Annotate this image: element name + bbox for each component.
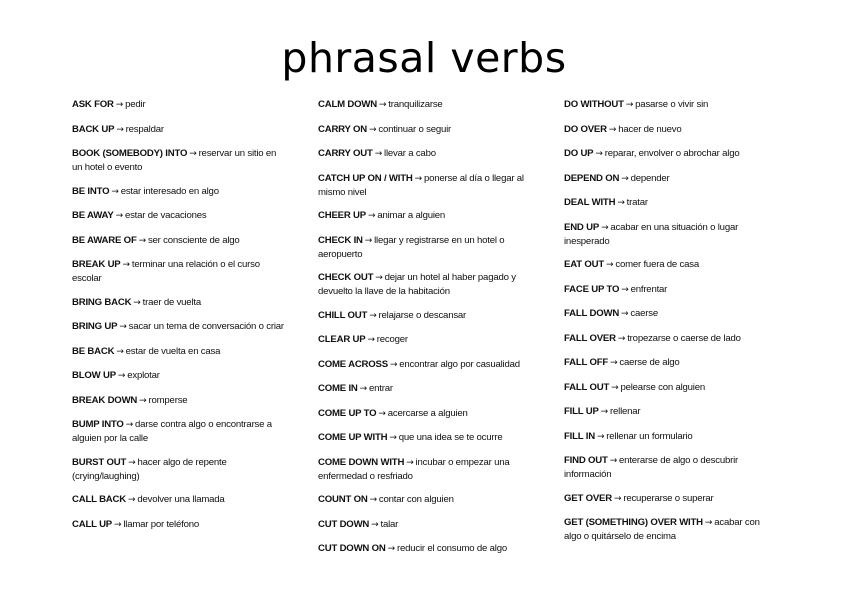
verb-term: CUT DOWN <box>318 518 370 530</box>
verb-term: BOOK (SOMEBODY) INTO <box>72 148 188 159</box>
verb-term: ASK FOR <box>72 99 114 110</box>
verb-term: CHILL OUT <box>318 309 368 321</box>
arrow-right-icon: → <box>621 173 629 184</box>
arrow-right-icon: → <box>114 519 122 530</box>
verb-meaning: rellenar un formulario <box>606 430 693 442</box>
verb-meaning: pelearse con alguien <box>620 381 706 393</box>
verb-meaning: tranquilizarse <box>388 99 443 110</box>
arrow-right-icon: → <box>359 384 367 394</box>
verb-meaning: recoger <box>376 334 408 345</box>
verb-meaning: sacar un tema de conversación o criar <box>128 321 284 332</box>
verb-term: CALL UP <box>72 518 112 530</box>
phrasal-verb-entry <box>564 123 779 137</box>
phrasal-verb-entry <box>318 333 533 347</box>
verb-term: BRING UP <box>72 321 118 332</box>
verb-term: FILL IN <box>564 430 595 442</box>
verb-term: COME ACROSS <box>318 358 388 370</box>
verb-meaning: entrar <box>368 383 393 394</box>
arrow-right-icon: → <box>111 186 119 197</box>
phrasal-verb-entry <box>564 381 779 395</box>
verb-meaning: terminar una relación o el curso escolar <box>72 259 260 284</box>
verb-meaning: reparar, envolver o abrochar algo <box>604 148 740 159</box>
page-title: phrasal verbs <box>281 34 567 82</box>
verb-meaning: tratar <box>626 197 648 208</box>
arrow-right-icon: → <box>128 457 136 468</box>
verb-term: FALL OFF <box>564 357 609 368</box>
column-1 <box>72 98 287 542</box>
verb-term: CALL BACK <box>72 494 126 505</box>
phrasal-verb-entry <box>564 283 779 297</box>
arrow-right-icon: → <box>125 420 134 430</box>
verb-term: END UP <box>564 221 600 233</box>
verb-term: BE AWAY <box>72 210 114 221</box>
verb-term: CARRY OUT <box>318 148 373 159</box>
arrow-right-icon: → <box>378 100 387 110</box>
phrasal-verb-entry <box>318 382 533 396</box>
arrow-right-icon: → <box>389 433 397 443</box>
verb-meaning: enterarse de algo o descubrir información <box>564 455 739 480</box>
phrasal-verb-entry <box>72 258 287 285</box>
verb-meaning: hacer de nuevo <box>618 123 682 135</box>
phrasal-verb-entry <box>72 394 287 408</box>
phrasal-verb-entry <box>72 418 287 445</box>
arrow-right-icon: → <box>617 333 626 344</box>
phrasal-verb-entry <box>564 356 779 370</box>
arrow-right-icon: → <box>189 149 197 159</box>
verb-term: CLEAR UP <box>318 334 366 345</box>
phrasal-verb-entry <box>564 307 779 321</box>
phrasal-verb-entry <box>564 454 779 481</box>
verb-term: BUMP INTO <box>72 419 124 430</box>
phrasal-verb-entry <box>318 209 533 223</box>
arrow-right-icon: → <box>374 149 383 159</box>
arrow-right-icon: → <box>609 456 618 466</box>
phrasal-verb-entry <box>564 172 779 186</box>
verb-meaning: hacer algo de repente (crying/laughing) <box>72 456 227 482</box>
verb-term: BRING BACK <box>72 296 132 308</box>
verb-term: BACK UP <box>72 123 115 135</box>
verb-meaning: contar con alguien <box>378 494 454 505</box>
arrow-right-icon: → <box>115 211 123 221</box>
phrasal-verb-entry <box>318 123 533 137</box>
verb-meaning: darse contra algo o encontrarse a alguien por la calle <box>72 419 272 444</box>
verb-term: CARRY ON <box>318 123 368 135</box>
phrasal-verb-entry <box>564 492 779 506</box>
verb-meaning: incubar o empezar una enfermedad o resfriado <box>318 456 510 482</box>
phrasal-verb-entry <box>318 234 533 261</box>
verb-term: COME UP WITH <box>318 432 388 443</box>
phrasal-verb-entry <box>564 430 779 444</box>
arrow-right-icon: → <box>369 495 377 505</box>
phrasal-verb-entry <box>318 271 533 298</box>
verb-meaning: pedir <box>125 99 146 110</box>
verb-term: BE AWARE OF <box>72 234 137 246</box>
verb-meaning: acercarse a alguien <box>387 407 468 419</box>
phrasal-verb-entry <box>72 98 287 112</box>
phrasal-verb-entry <box>318 309 533 323</box>
phrasal-verb-entry <box>72 296 287 310</box>
verb-meaning: respaldar <box>125 123 164 135</box>
verb-term: FALL DOWN <box>564 308 620 319</box>
arrow-right-icon: → <box>600 407 609 417</box>
phrasal-verb-entry <box>318 358 533 372</box>
phrasal-verb-entry <box>564 221 779 248</box>
phrasal-verb-entry <box>564 405 779 419</box>
verb-term: CHECK IN <box>318 234 363 246</box>
verb-term: CALM DOWN <box>318 99 377 110</box>
verb-term: CUT DOWN ON <box>318 543 386 554</box>
verb-term: DO WITHOUT <box>564 99 624 110</box>
verb-meaning: romperse <box>148 394 188 406</box>
verb-meaning: reservar un sitio en un hotel o evento <box>72 148 277 173</box>
verb-term: GET (SOMETHING) OVER WITH <box>564 517 703 528</box>
verb-term: EAT OUT <box>564 259 604 270</box>
arrow-right-icon: → <box>608 124 617 135</box>
verb-term: CATCH UP ON / WITH <box>318 172 413 184</box>
verb-meaning: tropezarse o caerse de lado <box>627 332 741 344</box>
phrasal-verb-entry <box>564 147 779 161</box>
phrasal-verb-entry <box>72 209 287 223</box>
verb-meaning: estar de vacaciones <box>124 210 207 221</box>
phrasal-verb-entry <box>72 147 287 174</box>
arrow-right-icon: → <box>369 310 377 321</box>
verb-term: BREAK UP <box>72 259 121 270</box>
verb-term: BURST OUT <box>72 456 127 468</box>
arrow-right-icon: → <box>367 211 376 221</box>
verb-term: FIND OUT <box>564 455 608 466</box>
phrasal-verb-entry <box>318 493 533 507</box>
verb-term: BE BACK <box>72 345 115 357</box>
verb-meaning: recuperarse o superar <box>623 492 714 504</box>
arrow-right-icon: → <box>139 395 147 406</box>
arrow-right-icon: → <box>133 297 141 308</box>
verb-meaning: relajarse o descansar <box>378 309 467 321</box>
arrow-right-icon: → <box>611 382 619 393</box>
verb-meaning: ponerse al día o llegar al mismo nivel <box>318 172 524 198</box>
verb-term: DO UP <box>564 148 594 159</box>
verb-meaning: rellenar <box>610 406 641 417</box>
arrow-right-icon: → <box>613 493 622 504</box>
verb-meaning: encontrar algo por casualidad <box>399 358 520 370</box>
verb-meaning: acabar en una situación o lugar inesperado <box>564 221 739 247</box>
column-2 <box>318 98 533 567</box>
arrow-right-icon: → <box>369 124 377 135</box>
verb-meaning: llamar por teléfono <box>123 518 200 530</box>
arrow-right-icon: → <box>371 519 379 530</box>
phrasal-verb-entry <box>564 332 779 346</box>
verb-term: COME IN <box>318 383 358 394</box>
verb-term: FACE UP TO <box>564 283 620 295</box>
verb-meaning: continuar o seguir <box>378 123 452 135</box>
verb-meaning: explotar <box>127 370 160 381</box>
phrasal-verb-entry <box>564 98 779 112</box>
verb-term: BREAK DOWN <box>72 394 138 406</box>
phrasal-verb-entry <box>318 172 533 199</box>
verb-meaning: talar <box>380 518 399 530</box>
phrasal-verb-entry <box>318 147 533 161</box>
arrow-right-icon: → <box>621 309 629 319</box>
phrasal-verb-entry <box>318 542 533 556</box>
verb-meaning: traer de vuelta <box>142 296 201 308</box>
phrasal-verb-entry <box>318 431 533 445</box>
verb-term: DEAL WITH <box>564 197 616 208</box>
verb-term: GET OVER <box>564 492 612 504</box>
verb-meaning: acabar con algo o quitárselo de encima <box>564 517 760 542</box>
arrow-right-icon: → <box>606 260 614 270</box>
arrow-right-icon: → <box>127 495 136 505</box>
phrasal-verb-entry <box>72 369 287 383</box>
verb-meaning: estar interesado en algo <box>120 185 219 197</box>
verb-term: BLOW UP <box>72 370 116 381</box>
arrow-right-icon: → <box>596 431 605 442</box>
phrasal-verb-entry <box>318 98 533 112</box>
verb-term: CHECK OUT <box>318 272 374 283</box>
phrasal-verb-entry <box>564 196 779 210</box>
verb-term: FILL UP <box>564 406 599 417</box>
arrow-right-icon: → <box>387 544 395 554</box>
verb-term: DO OVER <box>564 123 607 135</box>
verb-meaning: dejar un hotel al haber pagado y devuelto la llave de la habitación <box>318 272 516 297</box>
verb-term: FALL OVER <box>564 332 616 344</box>
arrow-right-icon: → <box>704 518 713 528</box>
arrow-right-icon: → <box>625 100 634 110</box>
verb-meaning: animar a alguien <box>377 210 446 221</box>
arrow-right-icon: → <box>406 457 414 468</box>
verb-meaning: devolver una llamada <box>137 494 225 505</box>
arrow-right-icon: → <box>610 358 618 368</box>
phrasal-verb-entry <box>72 456 287 483</box>
arrow-right-icon: → <box>117 371 126 381</box>
column-3 <box>564 98 779 554</box>
arrow-right-icon: → <box>601 222 609 233</box>
arrow-right-icon: → <box>595 149 603 159</box>
verb-term: COME UP TO <box>318 407 377 419</box>
verb-meaning: que una idea se te ocurre <box>398 432 503 443</box>
arrow-right-icon: → <box>375 273 383 283</box>
phrasal-verb-entry <box>72 518 287 532</box>
arrow-right-icon: → <box>116 346 124 357</box>
phrasal-verb-entry <box>72 345 287 359</box>
verb-meaning: llegar y registrarse en un hotel o aeropuerto <box>318 234 505 260</box>
phrasal-verb-entry <box>72 185 287 199</box>
arrow-right-icon: → <box>414 173 422 184</box>
arrow-right-icon: → <box>389 359 398 370</box>
phrasal-verb-entry <box>72 123 287 137</box>
verb-term: CHEER UP <box>318 210 366 221</box>
phrasal-verb-entry <box>564 516 779 543</box>
verb-meaning: caerse <box>630 308 658 319</box>
arrow-right-icon: → <box>378 408 386 419</box>
verb-meaning: estar de vuelta en casa <box>125 345 221 357</box>
verb-meaning: enfrentar <box>630 283 668 295</box>
verb-term: FALL OUT <box>564 381 610 393</box>
phrasal-verb-entry <box>318 518 533 532</box>
phrasal-verb-entry <box>564 258 779 272</box>
verb-term: DEPEND ON <box>564 172 620 184</box>
verb-meaning: depender <box>630 172 670 184</box>
verb-meaning: reducir el consumo de algo <box>396 543 507 554</box>
phrasal-verb-entry <box>318 456 533 483</box>
verb-term: COUNT ON <box>318 494 368 505</box>
phrasal-verb-entry <box>72 234 287 248</box>
phrasal-verb-entry <box>72 493 287 507</box>
verb-term: BE INTO <box>72 185 110 197</box>
arrow-right-icon: → <box>119 322 127 332</box>
arrow-right-icon: → <box>367 335 375 345</box>
phrasal-verb-entry <box>318 407 533 421</box>
arrow-right-icon: → <box>621 284 629 295</box>
arrow-right-icon: → <box>116 124 124 135</box>
verb-term: COME DOWN WITH <box>318 456 405 468</box>
arrow-right-icon: → <box>617 198 625 208</box>
arrow-right-icon: → <box>122 260 130 270</box>
verb-meaning: pasarse o vivir sin <box>635 99 709 110</box>
verb-meaning: llevar a cabo <box>384 148 436 159</box>
verb-meaning: ser consciente de algo <box>147 234 240 246</box>
verb-meaning: caerse de algo <box>619 357 680 368</box>
arrow-right-icon: → <box>138 235 146 246</box>
arrow-right-icon: → <box>115 100 124 110</box>
verb-meaning: comer fuera de casa <box>615 259 699 270</box>
phrasal-verb-entry <box>72 320 287 334</box>
arrow-right-icon: → <box>364 235 373 246</box>
